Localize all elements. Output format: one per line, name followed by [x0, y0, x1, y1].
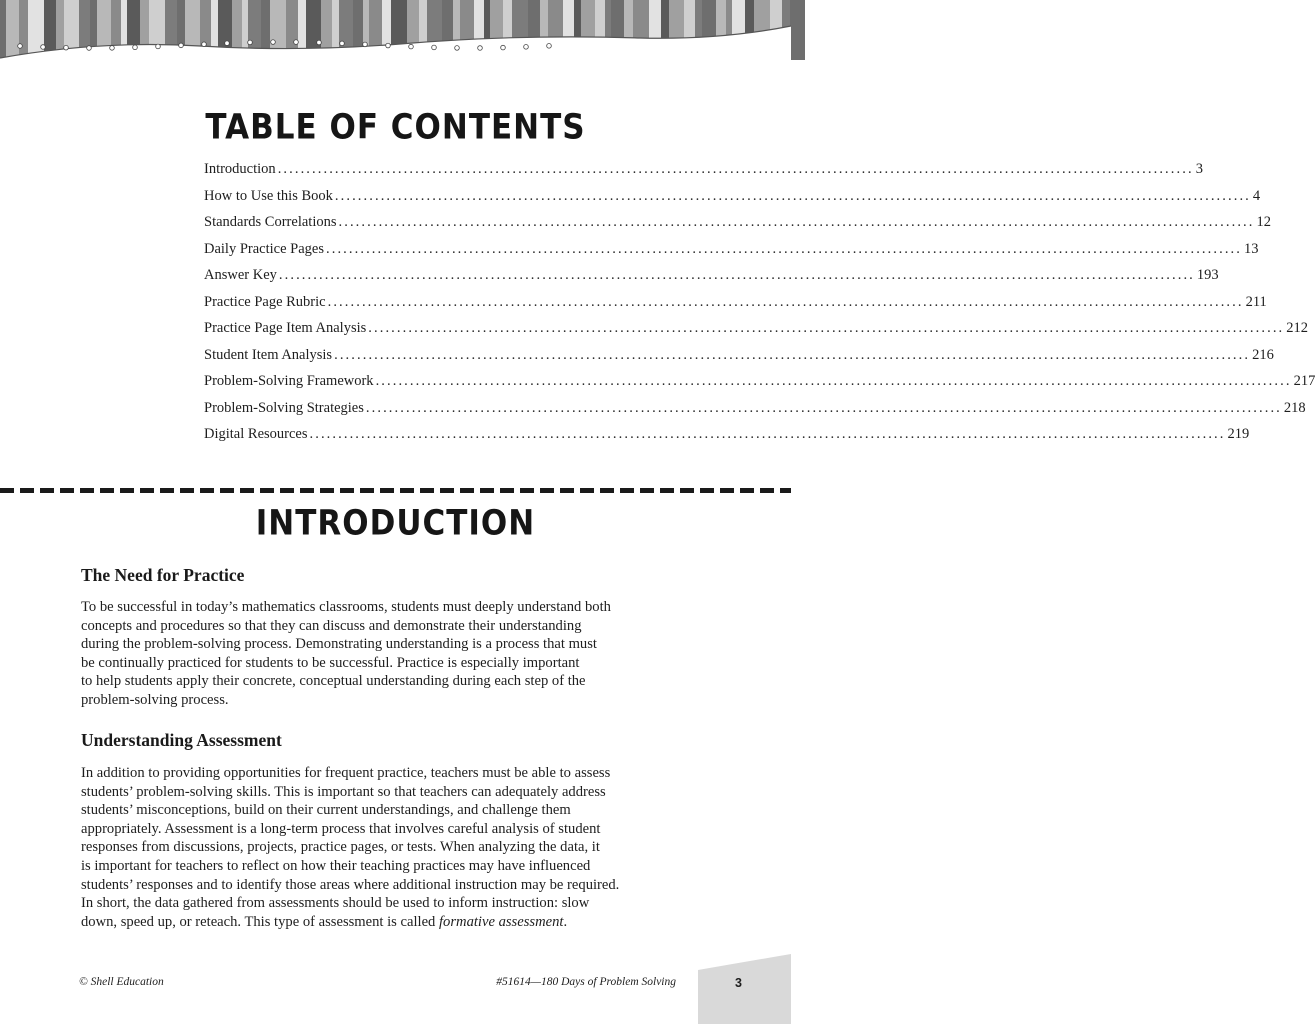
- banner-dot: [317, 40, 322, 45]
- toc-entry-label: Daily Practice Pages: [204, 240, 324, 257]
- banner-stripe: [790, 0, 805, 60]
- footer-book-title: #51614—180 Days of Problem Solving: [496, 976, 676, 988]
- banner-dot: [18, 44, 23, 49]
- toc-entry: [204, 240, 1259, 268]
- toc-dot-leader: ................................................................................................................................................................: [326, 240, 1242, 257]
- paragraph-line: students’ responses and to identify those areas where additional instruction may be required.: [81, 876, 620, 893]
- banner-dot: [179, 43, 184, 48]
- toc-entry: [204, 187, 1261, 215]
- toc-entry: [204, 346, 1274, 374]
- paragraph-line: during the problem-solving process. Demonstrating understanding is a process that must: [81, 636, 597, 653]
- paragraph-last-line: [81, 913, 693, 932]
- paragraph-line: students’ problem-solving skills. This is important so that teachers can adequately address: [81, 783, 606, 800]
- paragraph-line: appropriately. Assessment is a long-term process that involves careful analysis of student: [81, 820, 601, 837]
- banner-dot: [478, 46, 483, 51]
- text-run: down, speed up, or reteach. This type of assessment is called: [81, 913, 439, 930]
- toc-entry-page: 4: [1252, 187, 1261, 204]
- decorative-top-banner: [0, 0, 791, 72]
- page-number-tab: [698, 954, 791, 1024]
- text-run: .: [563, 913, 568, 930]
- banner-dot: [340, 41, 345, 46]
- toc-entry: [204, 293, 1267, 321]
- toc-entry: [204, 373, 1315, 400]
- banner-dot: [501, 45, 506, 50]
- banner-dot: [202, 42, 207, 47]
- toc-entry-page: 216: [1252, 346, 1274, 363]
- paragraph-line: be continually practiced for students to be successful. Practice is especially important: [81, 654, 580, 671]
- banner-dot: [455, 46, 460, 51]
- banner-dot: [386, 43, 391, 48]
- toc-entry-label: Introduction: [204, 161, 276, 177]
- toc-dot-leader: ................................................................................................................................................................: [334, 187, 1251, 204]
- toc-entry: [204, 214, 1271, 241]
- banner-stripe: [6, 0, 19, 60]
- need-for-practice-paragraph: [81, 598, 693, 710]
- banner-dot: [363, 42, 368, 47]
- paragraph-line: In short, the data gathered from assessments should be used to inform instruction: slow: [81, 895, 590, 912]
- banner-dot: [547, 44, 552, 49]
- paragraph-line: problem-solving process.: [81, 691, 229, 708]
- banner-dot: [432, 45, 437, 50]
- understanding-assessment-paragraph: [81, 764, 693, 931]
- toc-entry-label: Practice Page Rubric: [204, 293, 326, 310]
- toc-entry-label: Problem-Solving Strategies: [204, 399, 364, 416]
- toc-dot-leader: ................................................................................................................................................................: [375, 373, 1292, 389]
- banner-dot: [271, 40, 276, 45]
- page-number: 3: [735, 976, 742, 990]
- toc-entry: [204, 399, 1306, 427]
- toc-entry: [204, 426, 1250, 453]
- footer-copyright: © Shell Education: [79, 976, 164, 988]
- toc-dot-leader: ................................................................................................................................................................: [278, 267, 1195, 283]
- toc-entry-page: 3: [1195, 161, 1203, 177]
- toc-entry-page: 212: [1286, 320, 1309, 336]
- table-of-contents: [204, 161, 1315, 453]
- banner-dot: [294, 40, 299, 45]
- banner-stripe: [19, 0, 28, 60]
- section-divider: [0, 488, 791, 493]
- banner-stripe: [0, 0, 6, 60]
- paragraph-line: is important for teachers to reflect on how their teaching practices may have influenced: [81, 857, 591, 874]
- introduction-title: INTRODUCTION: [255, 503, 536, 544]
- toc-dot-leader: ................................................................................................................................................................: [327, 293, 1244, 310]
- toc-entry-page: 12: [1256, 214, 1271, 230]
- toc-dot-leader: ................................................................................................................................................................: [365, 399, 1282, 416]
- toc-entry-label: Digital Resources: [204, 426, 308, 442]
- banner-dot: [225, 41, 230, 46]
- toc-dot-leader: ................................................................................................................................................................: [338, 214, 1255, 230]
- paragraph-line: responses from discussions, projects, practice pages, or tests. When analyzing the data, it: [81, 839, 600, 856]
- banner-dot: [110, 46, 115, 51]
- banner-dot: [133, 45, 138, 50]
- toc-entry-label: Standards Correlations: [204, 214, 337, 230]
- toc-entry-label: Practice Page Item Analysis: [204, 320, 367, 336]
- banner-dot: [64, 45, 69, 50]
- toc-entry-page: 193: [1196, 267, 1219, 283]
- toc-entry-label: How to Use this Book: [204, 187, 333, 204]
- toc-title: TABLE OF CONTENTS: [205, 107, 586, 148]
- toc-entry-page: 217: [1293, 373, 1315, 389]
- toc-dot-leader: ................................................................................................................................................................: [309, 426, 1226, 442]
- banner-dot: [524, 45, 529, 50]
- banner-dot: [87, 46, 92, 51]
- toc-entry: [204, 267, 1219, 294]
- toc-entry-label: Answer Key: [204, 267, 277, 283]
- paragraph-line: to help students apply their concrete, conceptual understanding during each step of the: [81, 673, 586, 690]
- need-for-practice-heading: The Need for Practice: [81, 565, 245, 585]
- toc-entry-page: 219: [1227, 426, 1250, 442]
- banner-dot: [248, 40, 253, 45]
- formative-assessment-term: formative assessment: [439, 913, 564, 930]
- toc-dot-leader: ................................................................................................................................................................: [334, 346, 1251, 363]
- toc-dot-leader: ................................................................................................................................................................: [277, 161, 1194, 177]
- toc-entry: [204, 161, 1203, 188]
- paragraph-line: In addition to providing opportunities for frequent practice, teachers must be able to assess: [81, 765, 611, 781]
- toc-entry-page: 218: [1283, 399, 1306, 416]
- paragraph-line: To be successful in today’s mathematics classrooms, students must deeply understand both: [81, 599, 611, 615]
- banner-dot: [41, 45, 46, 50]
- paragraph-line: concepts and procedures so that they can discuss and demonstrate their understanding: [81, 617, 582, 634]
- toc-entry-page: 211: [1245, 293, 1267, 310]
- toc-entry-label: Student Item Analysis: [204, 346, 333, 363]
- banner-dot: [156, 44, 161, 49]
- toc-entry-label: Problem-Solving Framework: [204, 373, 374, 389]
- toc-entry-page: 13: [1244, 240, 1259, 257]
- toc-entry: [204, 320, 1309, 347]
- paragraph-line: students’ misconceptions, build on their current understandings, and challenge them: [81, 802, 571, 819]
- banner-dot: [409, 44, 414, 49]
- toc-dot-leader: ................................................................................................................................................................: [368, 320, 1285, 336]
- understanding-assessment-heading: Understanding Assessment: [81, 730, 282, 750]
